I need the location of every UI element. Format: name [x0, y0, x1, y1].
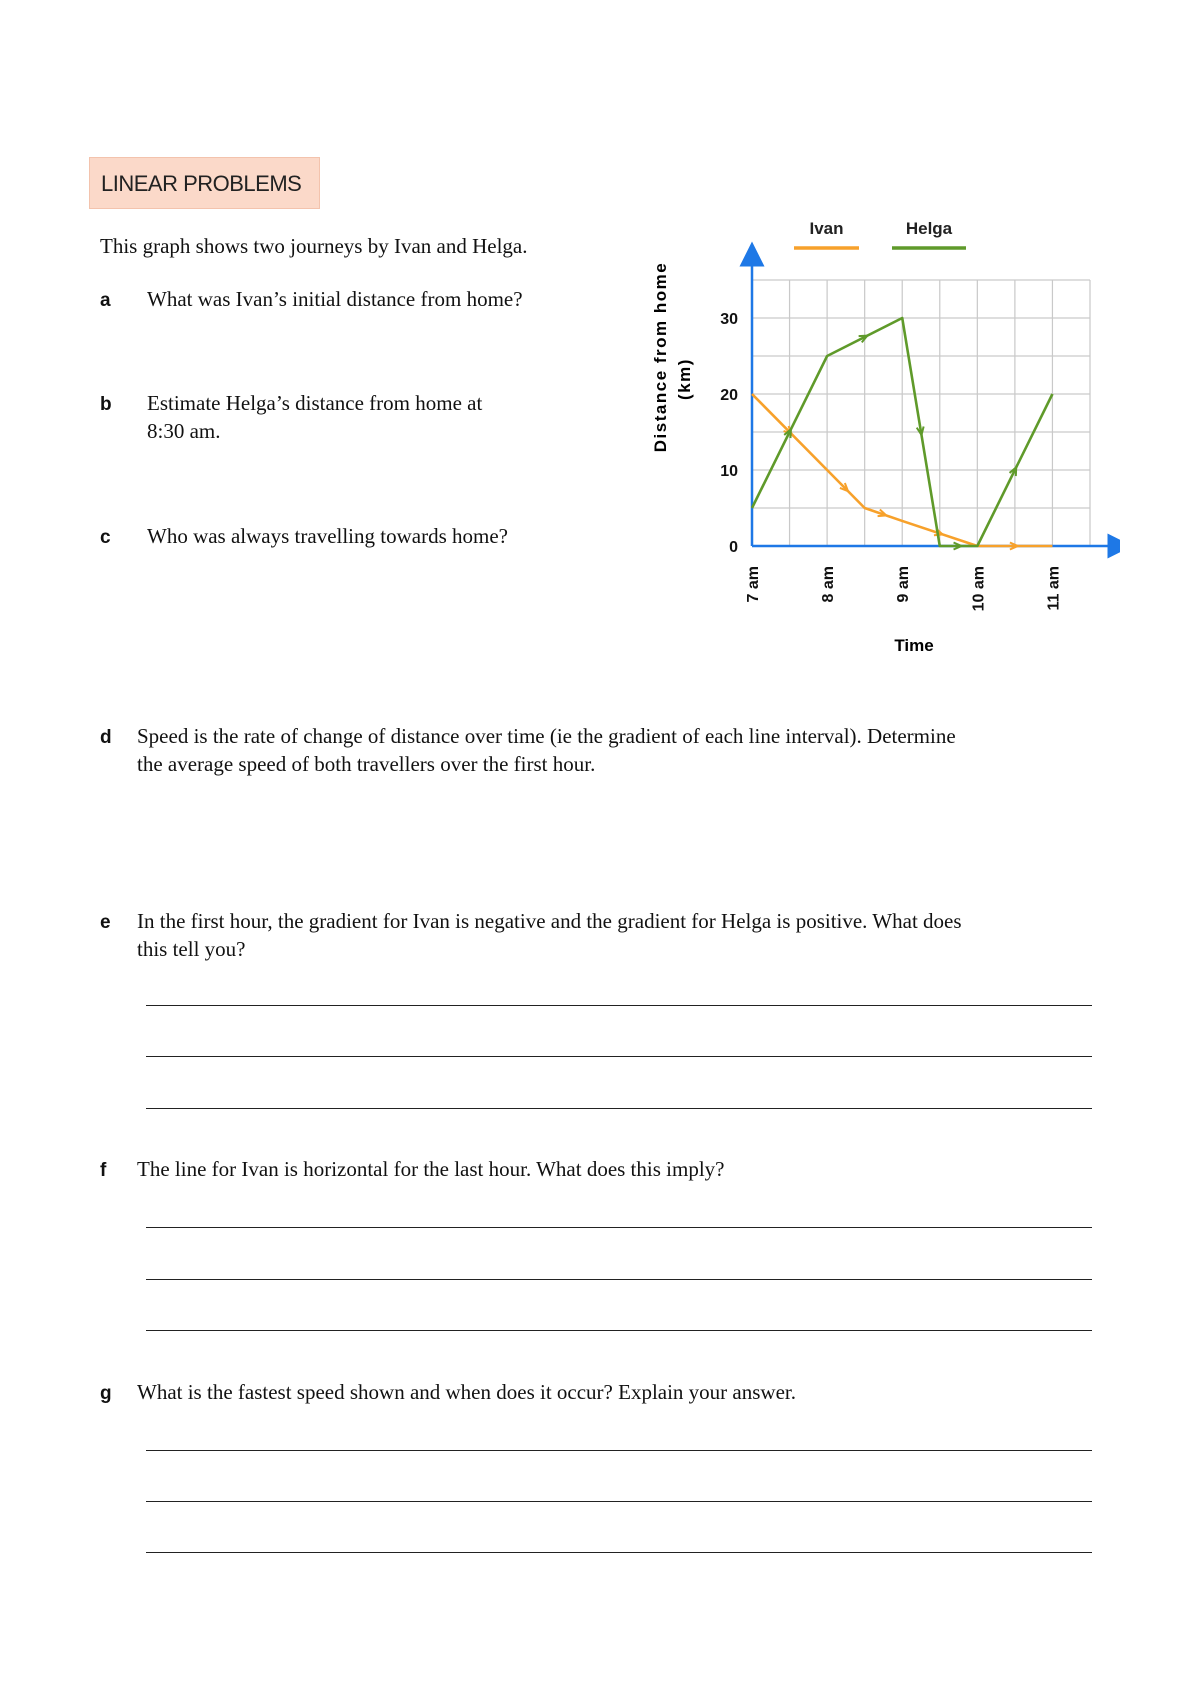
y-axis-label-unit: (km) [675, 358, 694, 400]
x-tick-label: 9 am [895, 566, 913, 603]
question-e-text-line2: this tell you? [137, 937, 246, 961]
answer-line-f-2[interactable] [146, 1279, 1092, 1280]
question-b-letter: b [100, 394, 112, 415]
y-tick-label: 30 [720, 311, 738, 328]
question-e-text-line1: In the first hour, the gradient for Ivan is negative and the gradient for Helga is positive. What does [137, 909, 962, 933]
question-g-text: What is the fastest speed shown and when does it occur? Explain your answer. [137, 1380, 796, 1404]
answer-line-f-1[interactable] [146, 1227, 1092, 1228]
answer-line-g-2[interactable] [146, 1501, 1092, 1502]
question-a-text: What was Ivan’s initial distance from home? [147, 287, 523, 311]
question-b-text-line1: Estimate Helga’s distance from home at [147, 391, 483, 415]
question-d-letter: d [100, 727, 112, 748]
legend [794, 222, 966, 248]
legend-label-helga: Helga [905, 222, 953, 238]
question-a-letter: a [100, 290, 111, 311]
question-d-text-line2: the average speed of both travellers over the first hour. [137, 752, 596, 776]
answer-line-e-3[interactable] [146, 1108, 1092, 1109]
question-e-letter: e [100, 912, 111, 933]
heading-box [89, 157, 320, 209]
x-tick-labels [745, 566, 1062, 611]
answer-line-g-3[interactable] [146, 1552, 1092, 1553]
y-tick-labels [720, 311, 738, 556]
page-title: LINEAR PROBLEMS [101, 171, 302, 196]
question-d-text-line1: Speed is the rate of change of distance over time (ie the gradient of each line interval). Determine [137, 724, 956, 748]
distance-time-graph [640, 222, 1120, 662]
y-tick-label: 10 [720, 463, 738, 480]
x-tick-label: 10 am [970, 566, 988, 612]
question-b-text-line2: 8:30 am. [147, 419, 221, 443]
legend-label-ivan: Ivan [809, 222, 844, 238]
answer-line-f-3[interactable] [146, 1330, 1092, 1331]
grid [752, 280, 1090, 546]
x-tick-label: 8 am [820, 566, 838, 603]
answer-line-e-1[interactable] [146, 1005, 1092, 1006]
question-g-letter: g [100, 1383, 112, 1404]
y-tick-label: 0 [729, 539, 738, 556]
x-axis-label: Time [894, 636, 934, 655]
answer-line-e-2[interactable] [146, 1056, 1092, 1057]
question-c-letter: c [100, 527, 111, 548]
question-f-letter: f [100, 1160, 107, 1181]
question-c-text: Who was always travelling towards home? [147, 524, 508, 548]
x-tick-label: 7 am [745, 566, 762, 603]
answer-line-g-1[interactable] [146, 1450, 1092, 1451]
x-tick-label: 11 am [1045, 566, 1063, 611]
question-f-text: The line for Ivan is horizontal for the last hour. What does this imply? [137, 1157, 725, 1181]
axes [752, 254, 1120, 546]
intro-text: This graph shows two journeys by Ivan and Helga. [100, 234, 528, 258]
y-tick-label: 20 [720, 387, 738, 404]
y-axis-label: Distance from home [651, 261, 670, 453]
